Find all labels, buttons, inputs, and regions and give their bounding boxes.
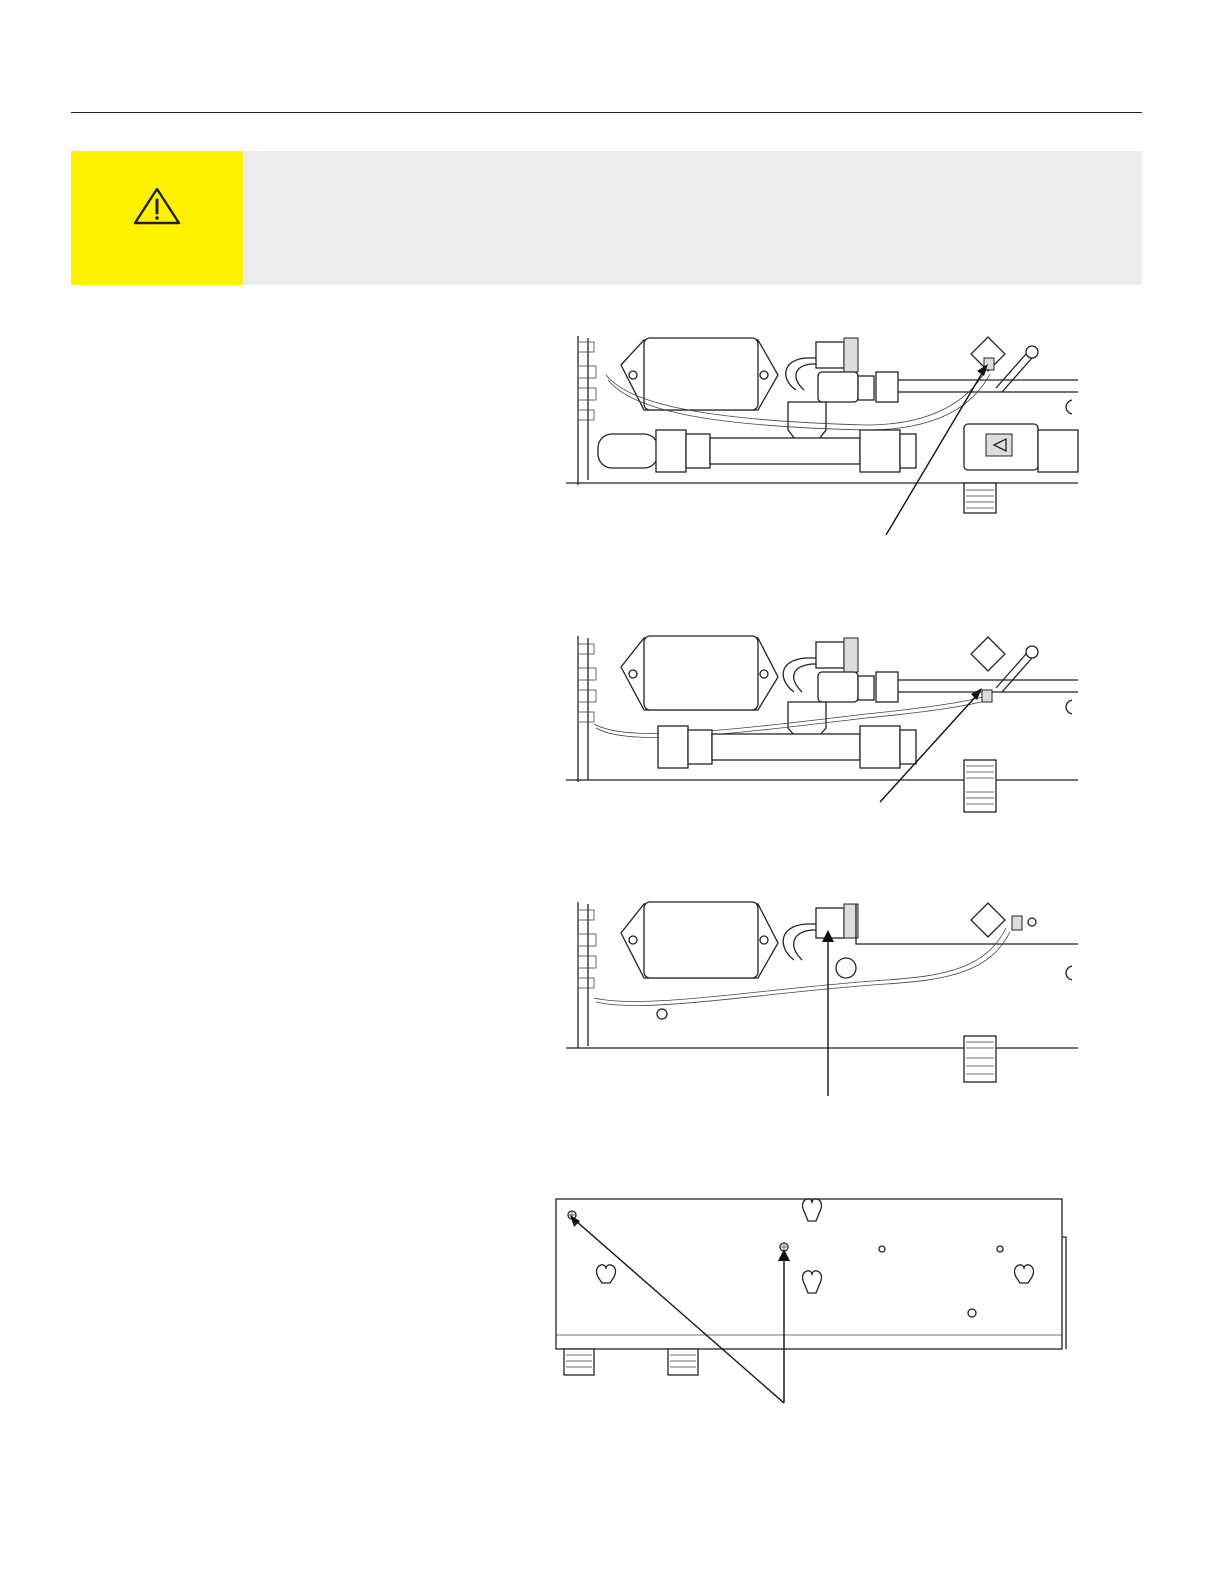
figure-1 [566, 330, 1078, 540]
figure-3 [566, 898, 1078, 1098]
figure-2 [566, 632, 1078, 822]
warning-swatch [71, 151, 243, 285]
warning-box [71, 151, 1142, 285]
header-rule [71, 112, 1142, 113]
warning-triangle-icon [132, 186, 182, 226]
figure-4 [556, 1197, 1068, 1409]
